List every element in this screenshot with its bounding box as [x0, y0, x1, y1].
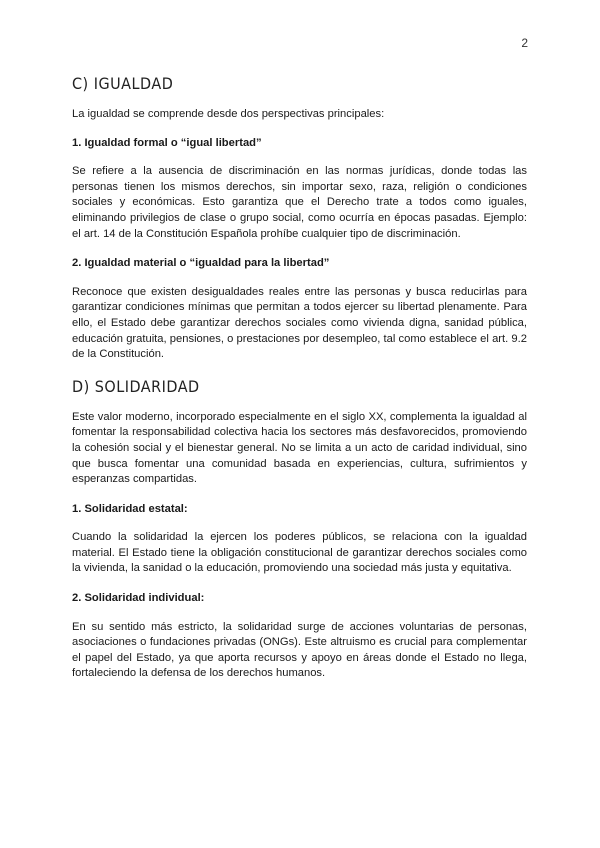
- paragraph-solidaridad-individual: En su sentido más estricto, la solidaridad surge de acciones voluntarias de personas, asociaciones o fundaciones privadas (ONGs). Este altruismo es crucial para complementar el papel del Estado, ya que aporta recursos y apoyo en áreas donde el Estado no llega, fortaleciendo la defensa de los derechos humanos.: [72, 620, 527, 680]
- subheading-solidaridad-individual: 2. Solidaridad individual:: [72, 592, 205, 605]
- intro-solidaridad: Este valor moderno, incorporado especialmente en el siglo XX, complementa la igualdad al fomentar la responsabilidad colectiva hacia los sectores más desfavorecidos, promoviendo la cohesión social y el bienestar general. No se limita a un acto de caridad individual, sino que busca fomentar una comunidad basada en experiencias, cultura, sufrimientos y esperanzas compartidas.: [72, 410, 527, 486]
- intro-igualdad: La igualdad se comprende desde dos perspectivas principales:: [72, 108, 385, 120]
- subheading-igualdad-formal: 1. Igualdad formal o “igual libertad”: [72, 136, 262, 149]
- document-body: [72, 66, 527, 696]
- paragraph-igualdad-formal: Se refiere a la ausencia de discriminación en las normas jurídicas, donde todas las personas tienen los mismos derechos, sin importar sexo, raza, religión o condiciones sociales y económicas. Esto garantiza que el Derecho trate a todos como iguales, eliminando privilegios de clase o grupo social, como ocurría en épocas pasadas. Ejemplo: el art. 14 de la Constitución Española prohíbe cualquier tipo de discriminación.: [72, 165, 527, 240]
- paragraph-igualdad-material: Reconoce que existen desigualdades reales entre las personas y busca reducirlas para garantizar condiciones mínimas que permitan a todos ejercer su libertad plenamente. Para ello, el Estado debe garantizar derechos sociales como vivienda digna, sanidad pública, educación gratuita, pensiones, o prestaciones por desempleo, tal como establece el art. 9.2 de la Constitución.: [72, 285, 527, 361]
- subheading-igualdad-material: 2. Igualdad material o “igualdad para la libertad”: [72, 257, 330, 270]
- subheading-solidaridad-estatal: 1. Solidaridad estatal:: [72, 502, 188, 515]
- heading-igualdad: C) IGUALDAD: [72, 74, 174, 93]
- paragraph-solidaridad-estatal: Cuando la solidaridad la ejercen los poderes públicos, se relaciona con la igualdad material. El Estado tiene la obligación constitucional de garantizar derechos sociales como la vivienda, la sanidad o la educación, promoviendo una sociedad más justa y equitativa.: [72, 531, 527, 575]
- page-number: 2: [521, 36, 528, 50]
- heading-solidaridad: D) SOLIDARIDAD: [72, 376, 200, 396]
